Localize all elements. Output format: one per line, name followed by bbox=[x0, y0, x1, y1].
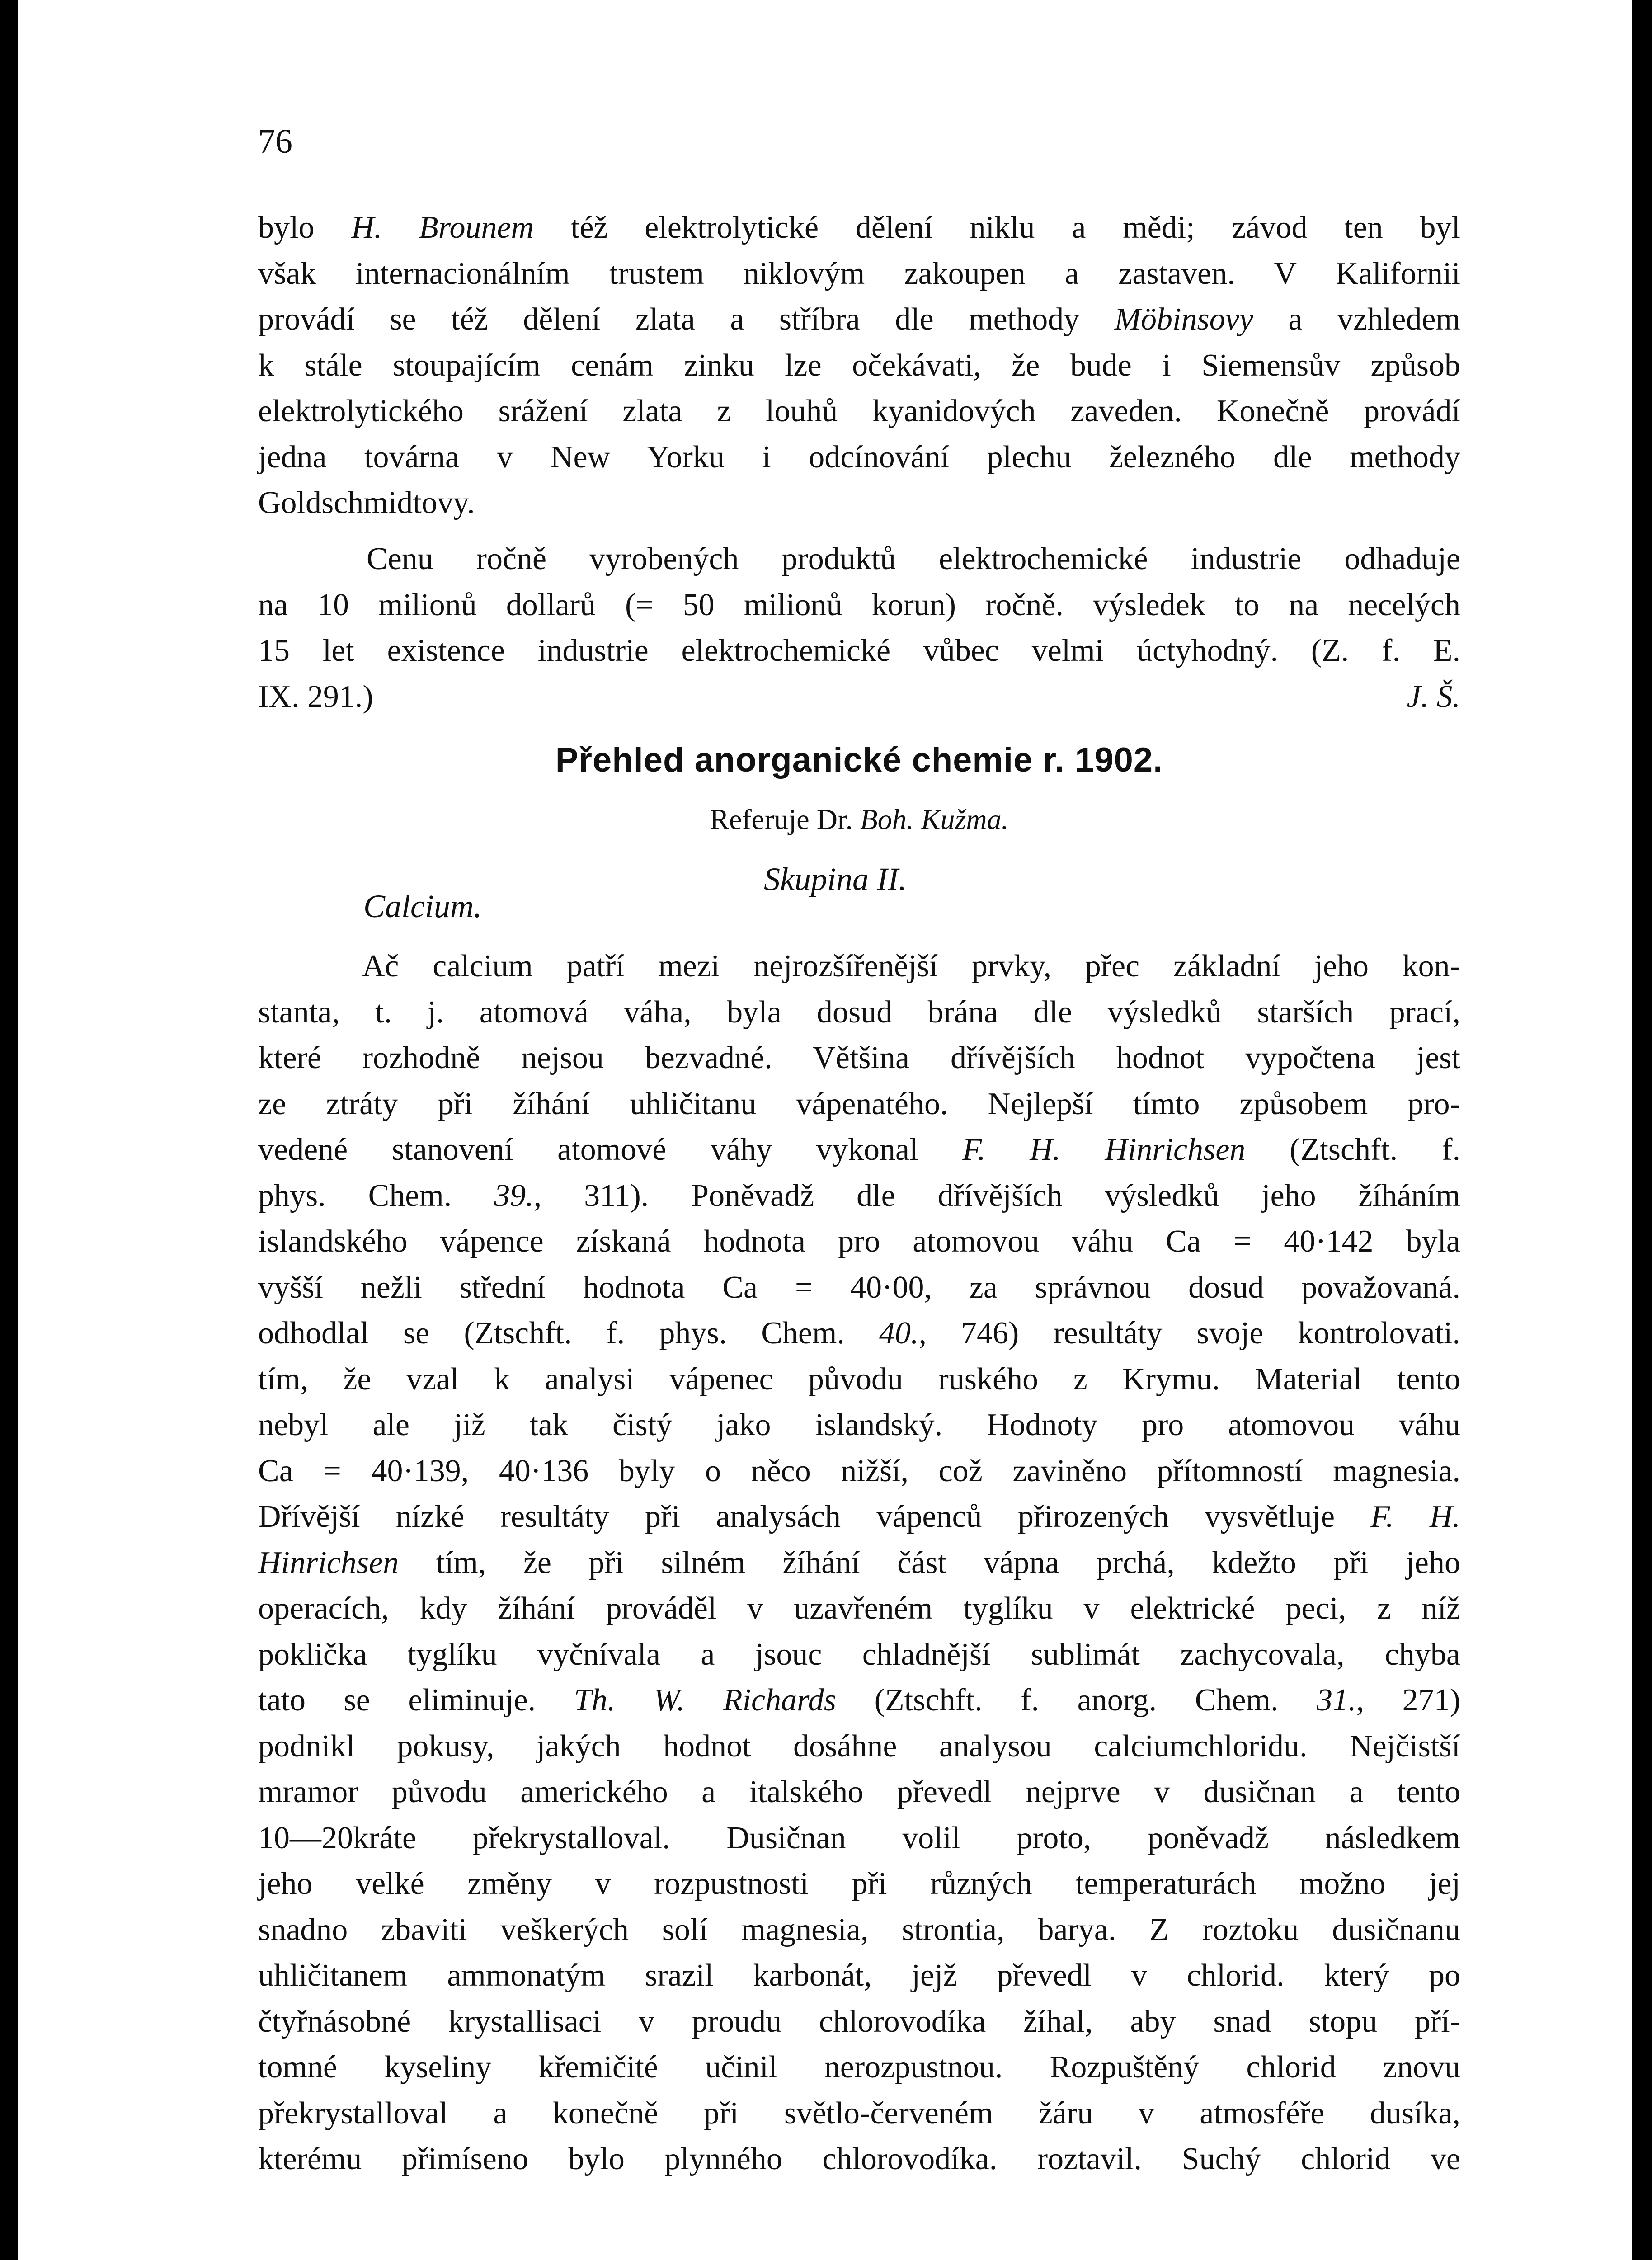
text-line: kterému přimíseno bylo plynného chlorovodíka. roztavil. Suchý chlorid ve bbox=[258, 2142, 1460, 2176]
text-line: uhličitanem ammonatým srazil karbonát, jejž převedl v chlorid. který po bbox=[258, 1958, 1460, 1993]
text-line: Ca = 40·139, 40·136 byly o něco nižší, což zaviněno přítomností magnesia. bbox=[258, 1453, 1460, 1488]
paragraph-1 bbox=[258, 205, 1460, 526]
text-line: Goldschmidtovy. bbox=[258, 485, 475, 520]
text-line: podnikl pokusy, jakých hodnot dosáhne analysou calciumchloridu. Nejčistší bbox=[258, 1728, 1460, 1764]
text-line: čtyřnásobné krystallisaci v proudu chlorovodíka žíhal, aby snad stopu pří- bbox=[258, 2004, 1460, 2039]
text-line: elektrolytického srážení zlata z louhů kyanidových zaveden. Konečně provádí bbox=[258, 394, 1460, 428]
text-line: snadno zbaviti veškerých solí magnesia, strontia, barya. Z roztoku dusičnanu bbox=[258, 1912, 1460, 1947]
text-line: které rozhodně nejsou bezvadné. Většina dřívějších hodnot vypočtena jest bbox=[258, 1041, 1460, 1075]
text-line: provádí se též dělení zlata a stříbra dle methody Möbinsovy a vzhledem bbox=[258, 302, 1460, 337]
text-line: však internacionálním trustem niklovým zakoupen a zastaven. V Kalifornii bbox=[258, 256, 1460, 291]
text-line: tím, že vzal k analysi vápenec původu ruského z Krymu. Material tento bbox=[258, 1361, 1460, 1397]
section-heading: Přehled anorganické chemie r. 1902. bbox=[555, 741, 1163, 779]
text-line: operacích, kdy žíhání prováděl v uzavřeném tyglíku v elektrické peci, z níž bbox=[258, 1591, 1460, 1626]
text-line: bylo H. Brounem též elektrolytické dělení niklu a mědi; závod ten byl bbox=[258, 210, 1461, 245]
text-line: vedené stanovení atomové váhy vykonal F. H. Hinrichsen (Ztschft. f. bbox=[258, 1132, 1460, 1167]
text-line: 10—20kráte překrystalloval. Dusičnan volil proto, poněvadž následkem bbox=[258, 1820, 1460, 1855]
text-line: IX. 291.) J. Š. bbox=[258, 674, 1460, 720]
text-line: poklička tyglíku vyčnívala a jsouc chladnější sublimát zachycovala, chyba bbox=[258, 1637, 1460, 1672]
text-line: ze ztráty při žíhání uhličitanu vápenatého. Nejlepší tímto způsobem pro- bbox=[258, 1086, 1460, 1121]
text-line: vyšší nežli střední hodnota Ca = 40·00, za správnou dosud považovaná. bbox=[258, 1270, 1460, 1305]
page-number: 76 bbox=[258, 122, 292, 160]
text-line: nebyl ale již tak čistý jako islandský. Hodnoty pro atomovou váhu bbox=[258, 1408, 1460, 1442]
text-line: k stále stoupajícím cenám zinku lze očekávati, že bude i Siemensův způsob bbox=[258, 348, 1460, 383]
text-line: islandského vápence získaná hodnota pro atomovou váhu Ca = 40·142 byla bbox=[258, 1224, 1460, 1259]
text-line: na 10 milionů dollarů (= 50 milionů korun) ročně. výsledek to na necelých bbox=[258, 587, 1460, 622]
text-line: odhodlal se (Ztschft. f. phys. Chem. 40., 746) resultáty svoje kontrolovati. bbox=[258, 1316, 1460, 1351]
text-line: jedna továrna v New Yorku i odcínování plechu železného dle methody bbox=[258, 439, 1460, 475]
referee-line: Referuje Dr. Boh. Kužma. bbox=[710, 803, 1009, 835]
text-line: Ač calcium patří mezi nejrozšířenější prvky, přec základní jeho kon- bbox=[362, 949, 1460, 984]
text-line: phys. Chem. 39., 311). Poněvadž dle dřívějších výsledků jeho žíháním bbox=[258, 1178, 1460, 1213]
text-line: překrystalloval a konečně při světlo-červeném žáru v atmosféře dusíka, bbox=[258, 2095, 1460, 2131]
group-heading: Skupina II. bbox=[764, 861, 907, 897]
text-line: Hinrichsen tím, že při silném žíhání část vápna prchá, kdežto při jeho bbox=[258, 1545, 1460, 1580]
text-line: Cenu ročně vyrobených produktů elektrochemické industrie odhaduje bbox=[367, 541, 1460, 576]
element-subheading: Calcium. bbox=[363, 888, 482, 924]
author-signature: J. Š. bbox=[1407, 679, 1460, 714]
text-line: tato se eliminuje. Th. W. Richards (Ztschft. f. anorg. Chem. 31., 271) bbox=[258, 1683, 1460, 1718]
text-line: jeho velké změny v rozpustnosti při různých temperaturách možno jej bbox=[258, 1866, 1460, 1901]
text-line: stanta, t. j. atomová váha, byla dosud brána dle výsledků starších prací, bbox=[258, 994, 1460, 1030]
text-line: tomné kyseliny křemičité učinil nerozpustnou. Rozpuštěný chlorid znovu bbox=[258, 2050, 1460, 2085]
text-line: mramor původu amerického a italského převedl nejprve v dusičnan a tento bbox=[258, 1775, 1460, 1809]
text-line: 15 let existence industrie elektrochemické vůbec velmi úctyhodný. (Z. f. E. bbox=[258, 633, 1460, 668]
paragraph-2 bbox=[258, 536, 1460, 720]
text-line: Dřívější nízké resultáty při analysách vápenců přirozených vysvětluje F. H. bbox=[258, 1499, 1461, 1534]
paragraph-3 bbox=[258, 943, 1460, 2182]
